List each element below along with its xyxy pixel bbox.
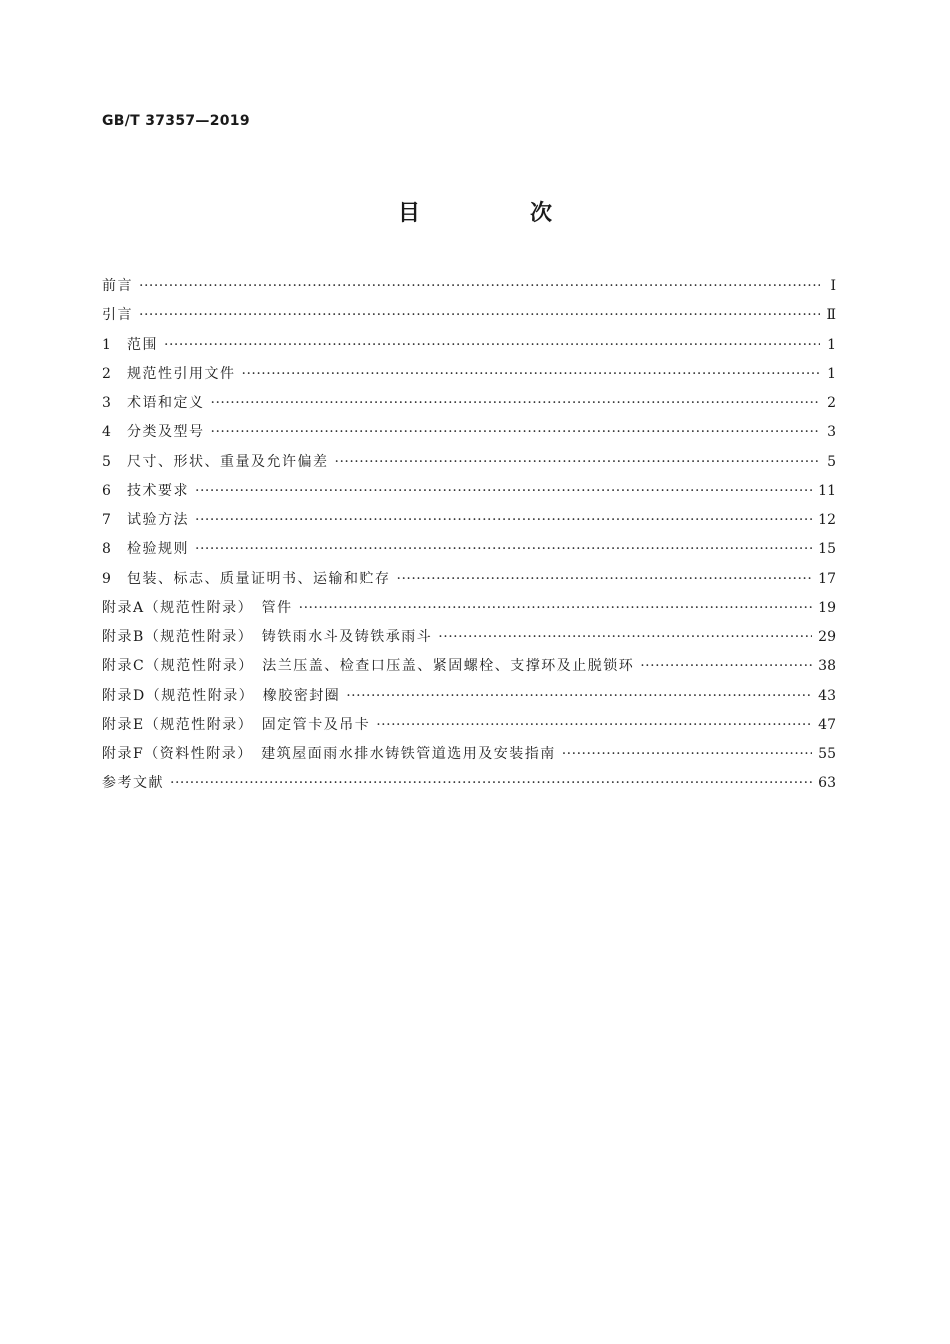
toc-entry[interactable] [102, 418, 836, 447]
toc-entry-page: 15 [818, 541, 836, 558]
toc-leader-dots [195, 506, 812, 535]
toc-entry[interactable] [102, 331, 836, 360]
toc-entry-label: 参考文献 [102, 775, 164, 792]
toc-leader-dots [640, 652, 812, 681]
toc-entry-number: 4 [102, 424, 111, 441]
toc-entry-label: 前言 [102, 278, 133, 294]
toc-entry-number: 1 [102, 336, 111, 353]
toc-entry-page: 12 [818, 512, 836, 528]
toc-entry-page: 43 [818, 687, 836, 704]
toc-entry-page: 5 [827, 453, 836, 470]
toc-entry[interactable] [102, 740, 836, 769]
toc-entry[interactable] [102, 389, 836, 418]
toc-entry[interactable] [102, 360, 836, 389]
toc-leader-dots [195, 535, 812, 564]
toc-entry-page: 1 [827, 336, 836, 353]
toc-leader-dots [195, 477, 812, 506]
toc-entry-label: 引言 [102, 307, 133, 324]
toc-leader-dots [211, 418, 821, 447]
toc-leader-dots [170, 769, 812, 798]
toc-entry-page: 1 [827, 365, 836, 382]
toc-entry-label: 附录A（规范性附录） 管件 [102, 599, 293, 616]
toc-leader-dots [211, 389, 821, 418]
toc-entry[interactable] [102, 769, 836, 798]
toc-entry[interactable] [102, 477, 836, 506]
toc-entry[interactable] [102, 535, 836, 564]
toc-entry[interactable] [102, 711, 836, 740]
toc-entry-label: 术语和定义 [127, 395, 205, 411]
toc-entry-page: 29 [818, 629, 836, 645]
toc-leader-dots [335, 448, 821, 477]
page-title: 目 次 [397, 201, 596, 226]
toc-entry-label: 附录B（规范性附录） 铸铁雨水斗及铸铁承雨斗 [102, 629, 433, 645]
toc-leader-dots [376, 711, 812, 740]
toc-entry-number: 2 [102, 365, 111, 382]
toc-entry[interactable] [102, 301, 836, 330]
toc-leader-dots [346, 682, 812, 711]
toc-entry[interactable] [102, 652, 836, 681]
toc-entry-label: 技术要求 [127, 482, 189, 499]
toc-leader-dots [438, 623, 812, 652]
toc-entry[interactable] [102, 623, 836, 652]
toc-entry-label: 包装、标志、质量证明书、运输和贮存 [127, 570, 391, 587]
toc-entry[interactable] [102, 565, 836, 594]
standard-code: GB/T 37357—2019 [102, 113, 250, 129]
toc-entry-number: 6 [102, 482, 111, 499]
toc-leader-dots [562, 740, 812, 769]
toc-entry-page: 38 [818, 658, 836, 675]
toc-entry-label: 附录E（规范性附录） 固定管卡及吊卡 [102, 716, 371, 733]
toc-entry-label: 附录F（资料性附录） 建筑屋面雨水排水铸铁管道选用及安装指南 [102, 746, 556, 762]
toc-leader-dots [397, 565, 813, 594]
toc-entry[interactable] [102, 682, 836, 711]
toc-leader-dots [139, 272, 820, 301]
toc-entry-label: 检验规则 [127, 541, 189, 558]
toc-entry-page: 63 [818, 775, 836, 792]
toc-entry-label: 试验方法 [127, 512, 189, 528]
toc-leader-dots [242, 360, 821, 389]
table-of-contents [102, 272, 836, 799]
toc-entry-page: 2 [827, 395, 836, 411]
toc-leader-dots [164, 331, 820, 360]
toc-entry-number: 7 [102, 512, 111, 528]
toc-entry-page: 19 [818, 599, 836, 616]
toc-entry[interactable] [102, 506, 836, 535]
toc-entry-page: 55 [818, 746, 836, 762]
toc-entry[interactable] [102, 272, 836, 301]
toc-entry-page: Ⅱ [826, 307, 836, 324]
toc-leader-dots [139, 301, 820, 330]
toc-entry-page: 3 [827, 424, 836, 441]
toc-entry-number: 8 [102, 541, 111, 558]
toc-entry-page: 11 [818, 482, 836, 499]
toc-entry-number: 5 [102, 453, 111, 470]
toc-entry-page: 47 [818, 716, 836, 733]
toc-entry-label: 规范性引用文件 [127, 365, 236, 382]
toc-entry-number: 9 [102, 570, 111, 587]
toc-entry-page: Ⅰ [830, 278, 836, 294]
toc-entry-label: 分类及型号 [127, 424, 205, 441]
toc-leader-dots [299, 594, 813, 623]
toc-entry[interactable] [102, 594, 836, 623]
toc-entry-label: 附录D（规范性附录） 橡胶密封圈 [102, 687, 341, 704]
toc-entry-label: 附录C（规范性附录） 法兰压盖、检查口压盖、紧固螺栓、支撑环及止脱锁环 [102, 658, 635, 675]
toc-entry-page: 17 [818, 570, 836, 587]
toc-entry-label: 范围 [127, 336, 158, 353]
toc-entry[interactable] [102, 448, 836, 477]
toc-entry-number: 3 [102, 395, 111, 411]
toc-entry-label: 尺寸、形状、重量及允许偏差 [127, 453, 329, 470]
